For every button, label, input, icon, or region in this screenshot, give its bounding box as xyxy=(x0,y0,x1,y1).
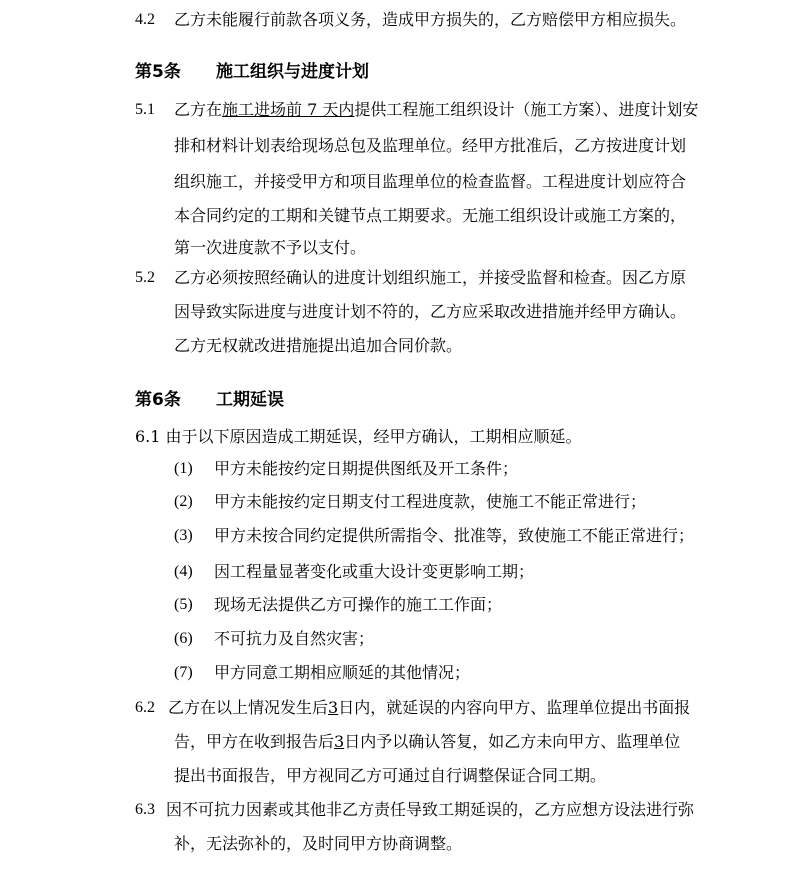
list-item-text: 不可抗力及自然灾害； xyxy=(214,629,375,648)
clause-text: 补，无法弥补的，及时同甲方协商调整。 xyxy=(174,834,463,853)
list-item-text: 因工程量显著变化或重大设计变更影响工期； xyxy=(214,562,535,581)
list-item-number: (2) xyxy=(174,493,193,510)
clause-number: 5.2 xyxy=(135,269,155,286)
underlined-value: 3 xyxy=(328,698,339,717)
clause-text: 乙方无权就改进措施提出追加合同价款。 xyxy=(174,336,463,355)
list-item-text: 甲方未能按约定日期提供图纸及开工条件； xyxy=(214,459,519,478)
list-item-text: 甲方未按合同约定提供所需指令、批准等，致使施工不能正常进行； xyxy=(214,526,695,545)
list-item-number: (4) xyxy=(174,563,193,580)
clause-text: 告，甲方在收到报告后3日内予以确认答复，如乙方未向甲方、监理单位 xyxy=(174,732,681,751)
clause-text: 提出书面报告，甲方视同乙方可通过自行调整保证合同工期。 xyxy=(174,766,607,785)
clause-text: 第一次进度款不予以支付。 xyxy=(174,238,367,257)
list-item-number: (6) xyxy=(174,630,193,647)
underlined-term: 施工进场前 7 天内 xyxy=(222,100,355,119)
clause-number: 5.1 xyxy=(135,101,155,118)
article-title: 施工组织与进度计划 xyxy=(216,62,369,82)
underlined-value: 3 xyxy=(334,732,345,751)
clause-number: 6.2 xyxy=(135,699,155,716)
list-item-text: 现场无法提供乙方可操作的施工工作面； xyxy=(214,595,503,614)
clause-text: 组织施工，并接受甲方和项目监理单位的检查监督。工程进度计划应符合 xyxy=(174,172,687,191)
list-item-number: (7) xyxy=(174,664,193,681)
article-number: 第5条 xyxy=(135,62,181,82)
clause-text: 乙方必须按照经确认的进度计划组织施工，并接受监督和检查。因乙方原 xyxy=(174,268,687,287)
article-title: 工期延误 xyxy=(216,390,284,410)
list-item-number: (1) xyxy=(174,460,193,477)
clause-text: 乙方未能履行前款各项义务，造成甲方损失的，乙方赔偿甲方相应损失。 xyxy=(174,10,687,29)
clause-text: 本合同约定的工期和关键节点工期要求。无施工组织设计或施工方案的， xyxy=(174,206,687,225)
clause-text: 6.1 由于以下原因造成工期延误，经甲方确认，工期相应顺延。 xyxy=(135,427,582,446)
clause-text: 乙方在以上情况发生后3日内，就延误的内容向甲方、监理单位提出书面报 xyxy=(168,698,691,717)
list-item-number: (5) xyxy=(174,596,193,613)
clause-number: 6.3 xyxy=(135,801,155,818)
clause-text: 因导致实际进度与进度计划不符的，乙方应采取改进措施并经甲方确认。 xyxy=(174,302,687,321)
article-number: 第6条 xyxy=(135,390,181,410)
list-item-text: 甲方未能按约定日期支付工程进度款，使施工不能正常进行； xyxy=(214,492,647,511)
clause-text: 排和材料计划表给现场总包及监理单位。经甲方批准后，乙方按进度计划 xyxy=(174,136,687,155)
clause-text: 乙方在施工进场前 7 天内提供工程施工组织设计（施工方案）、进度计划安 xyxy=(174,100,699,119)
list-item-number: (3) xyxy=(174,527,193,544)
clause-number: 4.2 xyxy=(135,11,155,28)
list-item-text: 甲方同意工期相应顺延的其他情况； xyxy=(214,663,471,682)
clause-text: 因不可抗力因素或其他非乙方责任导致工期延误的，乙方应想方设法进行弥 xyxy=(166,800,695,819)
